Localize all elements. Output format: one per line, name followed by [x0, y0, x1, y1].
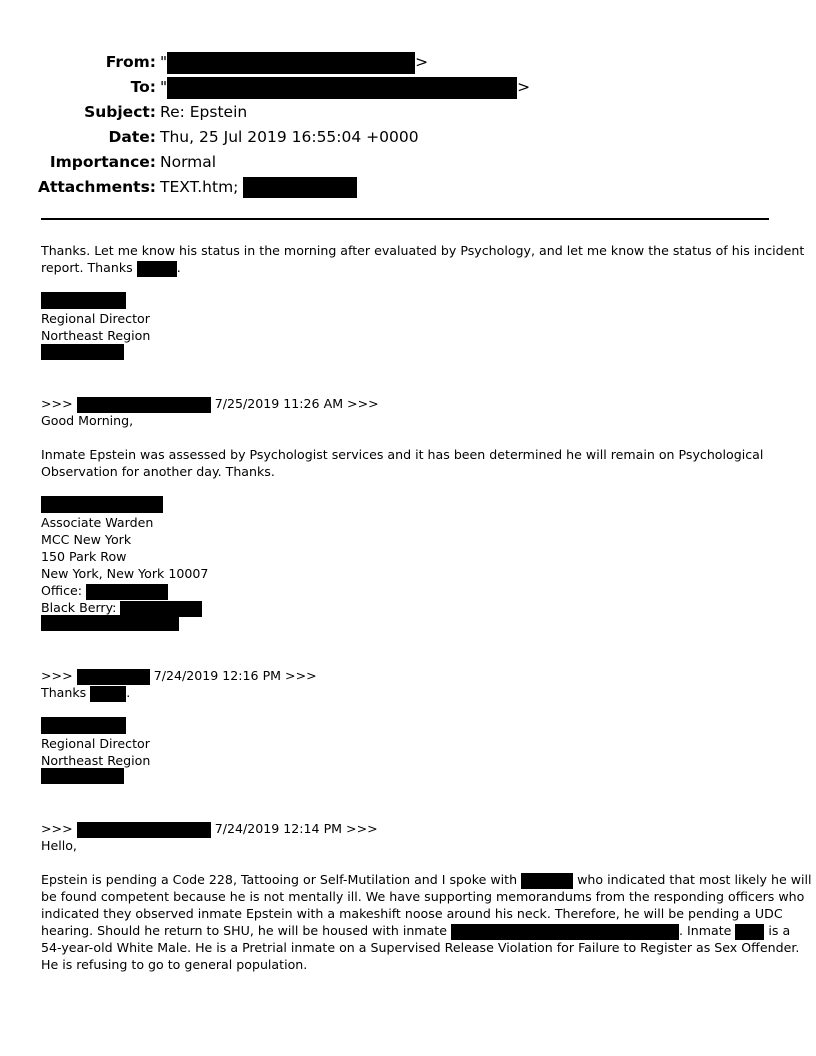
redaction [77, 669, 150, 685]
redaction [167, 77, 517, 99]
header-to-row [0, 75, 816, 99]
quote2-thanks: Thanks . [41, 685, 131, 700]
redaction [137, 261, 177, 277]
attachments-label: Attachments: [37, 178, 156, 196]
redaction [41, 717, 126, 734]
from-value: " > [160, 50, 428, 74]
redaction [243, 177, 357, 198]
header-divider [41, 218, 769, 220]
quote3-line5: 54-year-old White Male. He is a Pretrial inmate on a Supervised Release Violation for Failure to Register as Sex Offender. [41, 940, 800, 955]
quote3-line1: Epstein is pending a Code 228, Tattooing or Self-Mutilation and I spoke with who indicated that most likely he will [41, 872, 812, 887]
attachments-value: TEXT.htm; [160, 175, 357, 199]
importance-value: Normal [160, 153, 217, 171]
redaction [77, 822, 211, 838]
message1-line1: Thanks. Let me know his status in the morning after evaluated by Psychology, and let me know the status of his incident [41, 243, 805, 258]
quote1-sig-title: Associate Warden [41, 515, 154, 530]
redaction [521, 873, 573, 889]
redaction [41, 768, 124, 784]
subject-value: Re: Epstein [160, 103, 248, 121]
redaction [41, 344, 124, 360]
redaction [41, 615, 179, 631]
quote1-header: >>> 7/25/2019 11:26 AM >>> [41, 396, 379, 411]
quote1-greeting: Good Morning, [41, 413, 134, 428]
quote3-line4: hearing. Should he return to SHU, he will be housed with inmate . Inmate is a [41, 923, 791, 938]
quote1-sig-org: MCC New York [41, 532, 132, 547]
header-date-row [0, 125, 816, 149]
importance-label: Importance: [49, 153, 156, 171]
quote3-line2: be found competent because he is not mentally ill. We have supporting memorandums from the responding officers who [41, 889, 805, 904]
redaction [86, 584, 168, 600]
redaction [735, 924, 764, 940]
quote2-header: >>> 7/24/2019 12:16 PM >>> [41, 668, 317, 683]
redaction [167, 52, 415, 74]
redaction [77, 397, 211, 413]
date-label: Date: [108, 128, 156, 146]
quote2-sig-region: Northeast Region [41, 753, 151, 768]
to-label: To: [130, 78, 156, 96]
header-from-row [0, 50, 816, 74]
to-value: " > [160, 75, 530, 99]
header-attachments-row [0, 175, 816, 199]
quote1-sig-address1: 150 Park Row [41, 549, 127, 564]
quote1-body-line2: Observation for another day. Thanks. [41, 464, 275, 479]
quote1-sig-blackberry: Black Berry: [41, 599, 202, 617]
header-importance-row [0, 150, 816, 174]
quote3-line6: He is refusing to go to general population. [41, 957, 308, 972]
redaction [41, 496, 163, 513]
message1-line2: report. Thanks . [41, 260, 181, 275]
header-subject-row [0, 100, 816, 124]
quote3-line3: indicated they observed inmate Epstein with a makeshift noose around his neck. Therefore, he will be pending a UDC [41, 906, 783, 921]
quote2-sig-title: Regional Director [41, 736, 150, 751]
message1-sig-title: Regional Director [41, 311, 150, 326]
from-label: From: [105, 53, 156, 71]
redaction [451, 924, 679, 940]
message1-sig-region: Northeast Region [41, 328, 151, 343]
date-value: Thu, 25 Jul 2019 16:55:04 +0000 [160, 128, 419, 146]
subject-label: Subject: [84, 103, 156, 121]
redaction [41, 292, 126, 309]
quote1-sig-address2: New York, New York 10007 [41, 566, 209, 581]
quote1-body-line1: Inmate Epstein was assessed by Psychologist services and it has been determined he will remain on Psychological [41, 447, 764, 462]
quote1-sig-office: Office: [41, 582, 168, 600]
quote3-header: >>> 7/24/2019 12:14 PM >>> [41, 821, 378, 836]
quote3-greeting: Hello, [41, 838, 77, 853]
redaction [90, 686, 126, 702]
